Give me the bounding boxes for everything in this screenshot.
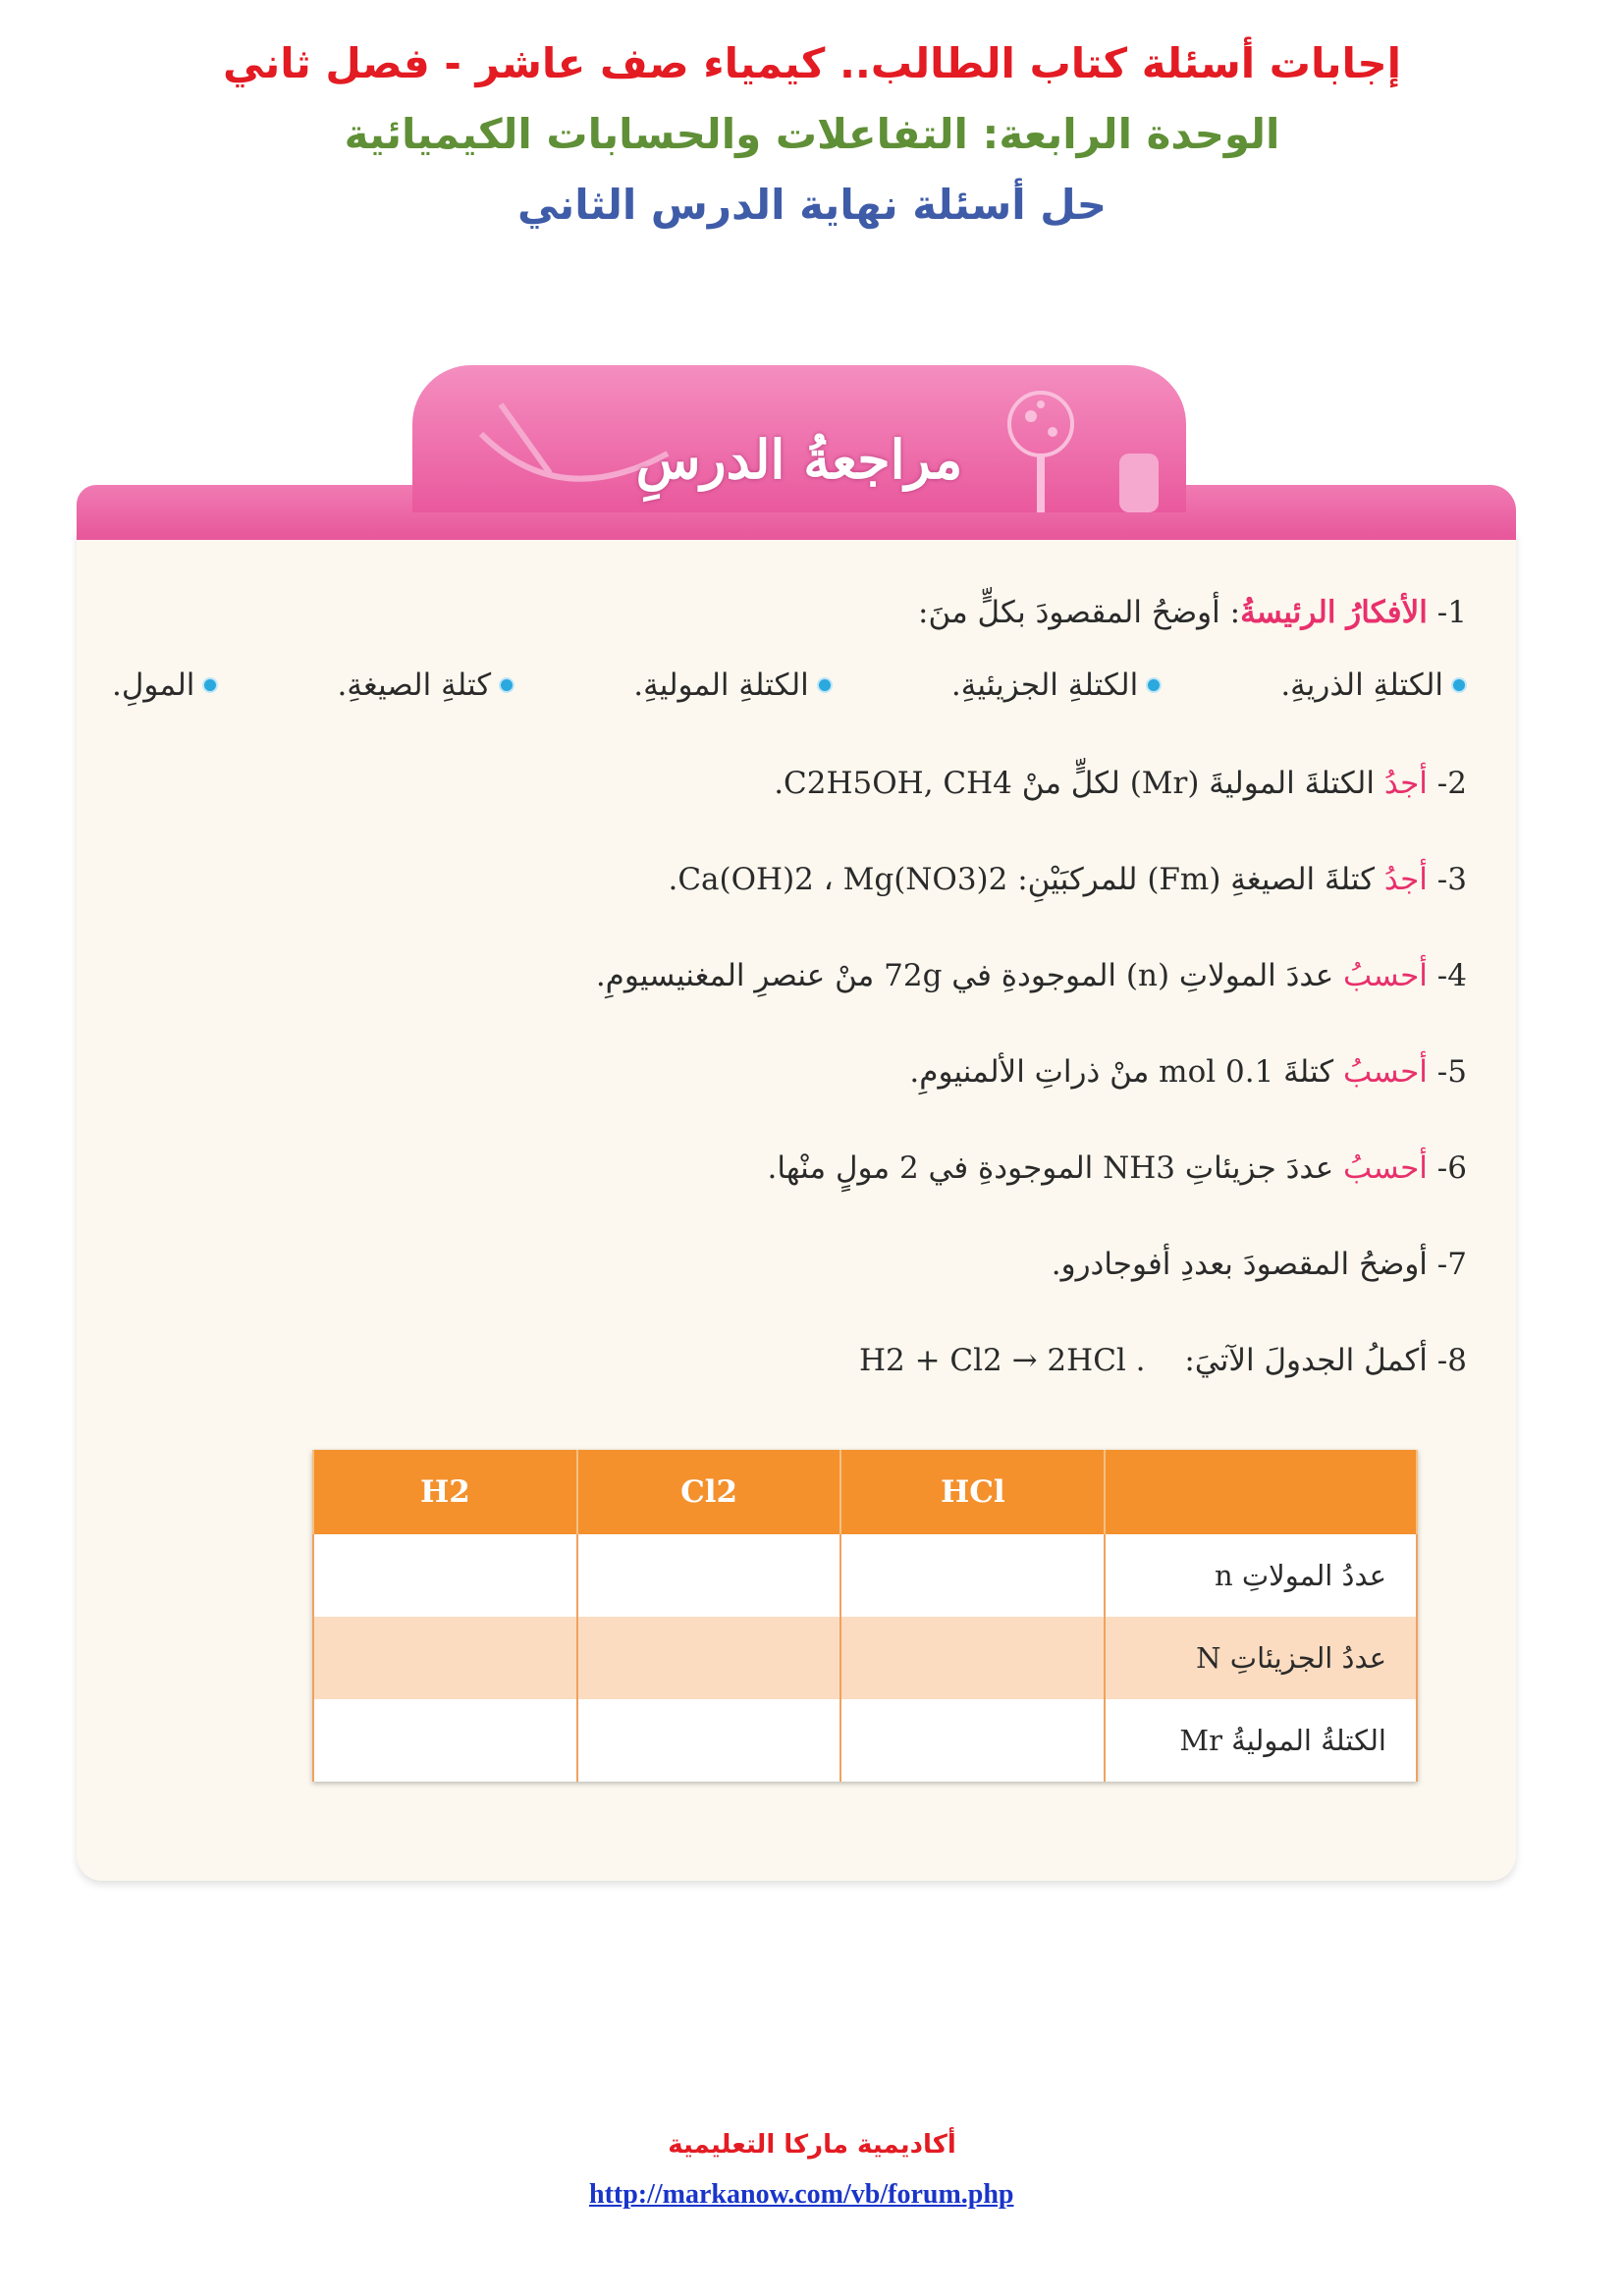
question-text: عددَ جزيئاتِ NH3 الموجودةِ في 2 مولٍ منْها.: [767, 1150, 1344, 1186]
list-item: المولِ.: [112, 667, 218, 703]
column-header: [1105, 1450, 1417, 1534]
forum-link[interactable]: http://markanow.com/vb/forum.php: [589, 2179, 1014, 2210]
question-6: 6- أحسبُ عددَ جزيئاتِ NH3 الموجودةِ في 2 مولٍ منْها.: [767, 1150, 1467, 1186]
reaction-equation: H2 + Cl2 → 2HCl .: [858, 1343, 1146, 1378]
table-cell: [313, 1534, 577, 1617]
table-row: [313, 1534, 1417, 1617]
row-label: الكتلةُ الموليةُ Mr: [1105, 1699, 1417, 1782]
review-title: مراجعةُ الدرسِ: [635, 428, 963, 491]
question-keyword: أجدُ: [1383, 862, 1428, 897]
question-keyword: أحسبُ: [1343, 958, 1428, 993]
completion-table: [312, 1450, 1418, 1782]
list-item: الكتلةِ الموليةِ.: [633, 667, 833, 703]
table-header-row: [313, 1450, 1417, 1534]
question-keyword: أحسبُ: [1343, 1054, 1428, 1090]
question-text: كتلةَ 0.1 mol منْ ذراتِ الألمنيومِ.: [909, 1054, 1344, 1090]
table-row: [313, 1699, 1417, 1782]
document-title: إجابات أسئلة كتاب الطالب.. كيمياء صف عاشر - فصل ثاني: [223, 39, 1401, 87]
question-text: : أوضحُ المقصودَ بكلٍّ منَ:: [918, 595, 1241, 630]
table-cell: [840, 1699, 1105, 1782]
table-cell: [840, 1534, 1105, 1617]
question-text: كتلةَ الصيغةِ (Fm) للمركبَيْنِ: Ca(OH)2 ، Mg(NO3)2.: [668, 862, 1384, 897]
question-keyword: أجدُ: [1383, 766, 1428, 801]
column-header: H2: [313, 1450, 577, 1534]
bullet-dot-icon: [817, 677, 833, 693]
question-3: 3- أجدُ كتلةَ الصيغةِ (Fm) للمركبَيْنِ: Ca(OH)2 ، Mg(NO3)2.: [668, 862, 1467, 897]
column-header: HCl: [840, 1450, 1105, 1534]
lesson-title: حل أسئلة نهاية الدرس الثاني: [516, 181, 1108, 229]
question-keyword: الأفكارُ الرئيسةُ: [1240, 595, 1428, 630]
question-1: [918, 595, 1467, 630]
list-item: الكتلةِ الذريةِ.: [1280, 667, 1467, 703]
question-number: 1-: [1436, 595, 1467, 630]
academy-name: أكاديمية ماركا التعليمية: [668, 2130, 956, 2160]
question-text: الكتلةَ الموليةَ (Mr) لكلٍّ منْ C2H5OH, CH4.: [774, 766, 1384, 801]
question-7: 7- أوضحُ المقصودَ بعددِ أفوجادرو.: [1051, 1247, 1467, 1282]
table-cell: [577, 1699, 841, 1782]
bullet-dot-icon: [499, 677, 514, 693]
table-cell: [313, 1617, 577, 1699]
table-cell: [577, 1534, 841, 1617]
question-4: 4- أحسبُ عددَ المولاتِ (n) الموجودةِ في 72g منْ عنصرِ المغنيسيومِ.: [595, 958, 1467, 993]
concept-list: [112, 667, 1467, 703]
bullet-dot-icon: [1451, 677, 1467, 693]
question-8: 8- أكملُ الجدولَ الآتيَ: H2 + Cl2 → 2HCl .: [858, 1343, 1467, 1378]
question-text: عددَ المولاتِ (n) الموجودةِ في 72g منْ عنصرِ المغنيسيومِ.: [595, 958, 1344, 993]
question-keyword: أحسبُ: [1343, 1150, 1428, 1186]
row-label: عددُ الجزيئاتِ N: [1105, 1617, 1417, 1699]
bullet-dot-icon: [1146, 677, 1162, 693]
table-row: [313, 1617, 1417, 1699]
list-item: كتلةِ الصيغةِ.: [338, 667, 515, 703]
column-header: Cl2: [577, 1450, 841, 1534]
unit-title: الوحدة الرابعة: التفاعلات والحسابات الكيميائية: [344, 110, 1280, 158]
table-cell: [577, 1617, 841, 1699]
question-5: 5- أحسبُ كتلةَ 0.1 mol منْ ذراتِ الألمنيومِ.: [909, 1054, 1467, 1090]
question-2: 2- أجدُ الكتلةَ الموليةَ (Mr) لكلٍّ منْ C2H5OH, CH4.: [774, 766, 1467, 801]
list-item: الكتلةِ الجزيئيةِ.: [951, 667, 1162, 703]
question-text: أوضحُ المقصودَ بعددِ أفوجادرو.: [1051, 1247, 1428, 1282]
table-cell: [313, 1699, 577, 1782]
row-label: عددُ المولاتِ n: [1105, 1534, 1417, 1617]
table-cell: [840, 1617, 1105, 1699]
bullet-dot-icon: [202, 677, 218, 693]
question-text: أكملُ الجدولَ الآتيَ:: [1184, 1343, 1428, 1378]
